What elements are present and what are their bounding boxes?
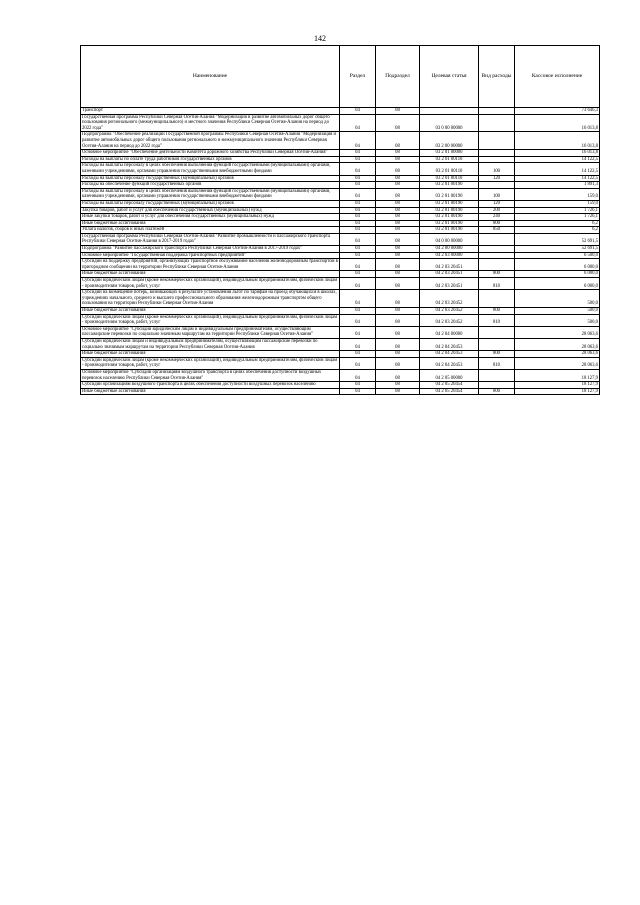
cell-vid — [479, 156, 515, 163]
cell-name: Расходы на выплаты персоналу государственных (муниципальных) органов — [81, 200, 340, 207]
cell-vid — [479, 246, 515, 253]
col-header-ispolnenie: Кассовое исполнение — [515, 46, 600, 108]
cell-name: Субсидии юридическим лицам (кроме некоммерческих организаций), индивидуальным предпринимателям, физическим лицам - производителям товаров, работ, услуг — [81, 278, 340, 290]
cell-razdel: 04 — [340, 351, 376, 358]
cell-vid — [479, 259, 515, 271]
cell-podrazdel: 08 — [376, 200, 420, 207]
cell-vid: 800 — [479, 388, 515, 395]
cell-name: Подпрограмма "Обеспечение реализации Государственной программы Республики Северная Осетия-Алания "Модернизация и развитие автомобильных дорог общего пользования регионального и межмуниципального значения Республики Северная Осетия-Алания на период до 2022 года" — [81, 132, 340, 150]
table-row — [81, 182, 600, 189]
cell-ispolnenie: 16 013,8 — [515, 132, 600, 150]
cell-razdel: 04 — [340, 207, 376, 214]
cell-name: Субсидии юридическим лицам (кроме некоммерческих организаций), индивидуальным предпринимателям, физическим лицам - производителям товаров, работ, услуг — [81, 314, 340, 326]
cell-name: Расходы на выплаты персоналу государственных (муниципальных) органов — [81, 175, 340, 182]
cell-ispolnenie: 1 891,3 — [515, 182, 600, 189]
cell-name: Субсидии юридическим лицам и индивидуальным предпринимателям, осуществляющим пассажирские перевозки по социально значимым маршрутам на территории Республики Северная Осетия-Алания — [81, 338, 340, 350]
cell-celevaya: 03 2 01 00190 — [420, 227, 479, 234]
cell-celevaya: 04 0 00 00000 — [420, 233, 479, 245]
cell-celevaya: 04 2 03 20451 — [420, 278, 479, 290]
cell-vid — [479, 108, 515, 115]
cell-name: Расходы на выплаты персоналу в целях обеспечения выполнения функций государственными (муниципальными) органами, казенными учреждениями, органами управления государственными внебюджетными фондами — [81, 163, 340, 175]
cell-podrazdel: 08 — [376, 150, 420, 157]
cell-ispolnenie: 6,2 — [515, 220, 600, 227]
cell-vid — [479, 132, 515, 150]
table-row — [81, 114, 600, 132]
cell-name: Государственная программа Республики Северная Осетия-Алания "Модернизация и развитие автомобильных дорог общего пользования регионального (межмуниципального) и местного значения Республики Северная Осетия-Алания на период до 2022 года" — [81, 114, 340, 132]
cell-podrazdel: 08 — [376, 214, 420, 221]
cell-razdel: 04 — [340, 290, 376, 308]
cell-name: Иные бюджетные ассигнования — [81, 308, 340, 315]
table-row — [81, 150, 600, 157]
col-header-podrazdel: Подраздел — [376, 46, 420, 108]
cell-razdel: 04 — [340, 308, 376, 315]
cell-celevaya: 03 2 00 00000 — [420, 132, 479, 150]
cell-celevaya: 04 2 04 20453 — [420, 357, 479, 369]
cell-vid — [479, 252, 515, 259]
cell-ispolnenie: 52 691,5 — [515, 233, 600, 245]
cell-ispolnenie: 1 726,1 — [515, 207, 600, 214]
cell-celevaya: 04 2 05 20454 — [420, 382, 479, 389]
cell-podrazdel: 08 — [376, 220, 420, 227]
cell-vid: 800 — [479, 271, 515, 278]
cell-name: Уплата налогов, сборов и иных платежей — [81, 227, 340, 234]
col-header-vid: Вид расходы — [479, 46, 515, 108]
table-row — [81, 382, 600, 389]
cell-ispolnenie: 14 122,5 — [515, 175, 600, 182]
cell-podrazdel: 08 — [376, 259, 420, 271]
cell-name: Иные закупки товаров, работ и услуг для обеспечения государственных (муниципальных) нужд — [81, 214, 340, 221]
table-row — [81, 207, 600, 214]
cell-vid — [479, 114, 515, 132]
cell-razdel: 04 — [340, 150, 376, 157]
cell-ispolnenie: 6 500,0 — [515, 252, 600, 259]
cell-podrazdel: 08 — [376, 338, 420, 350]
cell-celevaya: 04 2 04 20453 — [420, 351, 479, 358]
cell-vid — [479, 233, 515, 245]
cell-vid: 200 — [479, 207, 515, 214]
cell-celevaya: 04 2 04 00000 — [420, 326, 479, 338]
cell-razdel: 04 — [340, 233, 376, 245]
cell-celevaya: 03 2 01 00190 — [420, 214, 479, 221]
cell-celevaya: 03 2 01 00190 — [420, 188, 479, 200]
cell-name: Расходы на обеспечение функций государственных органов — [81, 182, 340, 189]
table-row — [81, 188, 600, 200]
cell-ispolnenie: 28 063,6 — [515, 351, 600, 358]
page-number: 142 — [314, 34, 326, 43]
table-row — [81, 220, 600, 227]
table-row — [81, 252, 600, 259]
col-header-celevaya: Целевая статья — [420, 46, 479, 108]
cell-podrazdel: 08 — [376, 108, 420, 115]
cell-podrazdel: 08 — [376, 278, 420, 290]
table-row — [81, 175, 600, 182]
cell-vid: 800 — [479, 308, 515, 315]
cell-razdel: 04 — [340, 314, 376, 326]
cell-vid: 120 — [479, 200, 515, 207]
cell-name: Закупка товаров, работ и услуг для обеспечения государственных (муниципальных) нужд — [81, 207, 340, 214]
cell-ispolnenie: 14 122,5 — [515, 163, 600, 175]
cell-ispolnenie: 28 063,6 — [515, 338, 600, 350]
cell-razdel: 04 — [340, 338, 376, 350]
col-header-razdel: Раздел — [340, 46, 376, 108]
table-row — [81, 338, 600, 350]
cell-ispolnenie: 6 000,0 — [515, 278, 600, 290]
cell-name: Основное мероприятие "Субсидии организациям воздушного транспорта в целях обеспечения доступности воздушных перевозок населению Республики Северная Осетия-Алания" — [81, 369, 340, 381]
cell-name: Государственная программа Республики Северная Осетия-Алания "Развитие промышленности и пассажирского транспорта Республики Северная Осетия-Алания в 2017-2019 годах" — [81, 233, 340, 245]
table-row — [81, 271, 600, 278]
budget-table — [80, 45, 600, 395]
cell-vid — [479, 369, 515, 381]
cell-razdel: 04 — [340, 246, 376, 253]
cell-celevaya: 04 2 04 20453 — [420, 338, 479, 350]
cell-podrazdel: 08 — [376, 114, 420, 132]
cell-razdel: 04 — [340, 326, 376, 338]
cell-podrazdel: 08 — [376, 308, 420, 315]
table-row — [81, 369, 600, 381]
cell-ispolnenie: 500,0 — [515, 314, 600, 326]
cell-podrazdel: 08 — [376, 175, 420, 182]
cell-razdel: 04 — [340, 227, 376, 234]
cell-celevaya: 03 2 01 00190 — [420, 220, 479, 227]
cell-name: Субсидии на возмещение потерь, возникающих в результате установления льгот по тарифам на проезд обучающихся в школах, учреждениях начального, среднего и высшего профессионального образования железнодорожным транспортом общего пользования на территории Республики Северная Осетия-Алания — [81, 290, 340, 308]
cell-ispolnenie: 6 000,0 — [515, 259, 600, 271]
cell-razdel: 04 — [340, 156, 376, 163]
table-row — [81, 156, 600, 163]
cell-celevaya — [420, 108, 479, 115]
cell-vid: 810 — [479, 357, 515, 369]
cell-vid — [479, 326, 515, 338]
table-row — [81, 308, 600, 315]
cell-vid — [479, 338, 515, 350]
cell-celevaya: 03 2 01 00110 — [420, 156, 479, 163]
table-row — [81, 351, 600, 358]
cell-razdel: 04 — [340, 278, 376, 290]
cell-celevaya: 04 2 00 00000 — [420, 246, 479, 253]
table-row — [81, 246, 600, 253]
cell-celevaya: 03 0 00 00000 — [420, 114, 479, 132]
table-row — [81, 200, 600, 207]
cell-podrazdel: 08 — [376, 207, 420, 214]
cell-celevaya: 04 2 05 20454 — [420, 388, 479, 395]
table-row — [81, 259, 600, 271]
cell-vid: 240 — [479, 214, 515, 221]
cell-name: Иные бюджетные ассигнования — [81, 220, 340, 227]
cell-podrazdel: 08 — [376, 382, 420, 389]
cell-ispolnenie: 6,2 — [515, 227, 600, 234]
cell-vid: 120 — [479, 175, 515, 182]
cell-ispolnenie: 18 127,9 — [515, 382, 600, 389]
cell-celevaya: 04 2 03 20451 — [420, 271, 479, 278]
cell-ispolnenie: 159,0 — [515, 200, 600, 207]
cell-ispolnenie: 500,0 — [515, 290, 600, 308]
cell-ispolnenie: 28 063,6 — [515, 357, 600, 369]
cell-ispolnenie: 73 646,3 — [515, 108, 600, 115]
cell-podrazdel: 08 — [376, 233, 420, 245]
cell-celevaya: 04 2 05 00000 — [420, 369, 479, 381]
cell-ispolnenie: 28 063,6 — [515, 326, 600, 338]
cell-ispolnenie: 16 013,8 — [515, 114, 600, 132]
cell-vid — [479, 150, 515, 157]
cell-name: Субсидии организациям воздушного транспорта в целях обеспечения доступности воздушных перевозок населению — [81, 382, 340, 389]
cell-podrazdel: 08 — [376, 132, 420, 150]
cell-razdel: 04 — [340, 369, 376, 381]
cell-razdel: 04 — [340, 214, 376, 221]
cell-ispolnenie: 16 013,8 — [515, 150, 600, 157]
col-header-name: Наименование — [81, 46, 340, 108]
cell-podrazdel: 08 — [376, 246, 420, 253]
cell-razdel: 04 — [340, 259, 376, 271]
cell-name: Транспорт — [81, 108, 340, 115]
cell-podrazdel: 08 — [376, 357, 420, 369]
cell-vid: 810 — [479, 278, 515, 290]
cell-ispolnenie: 159,0 — [515, 188, 600, 200]
cell-razdel: 04 — [340, 200, 376, 207]
cell-celevaya: 03 2 01 00190 — [420, 207, 479, 214]
cell-vid: 850 — [479, 227, 515, 234]
cell-name: Основное мероприятие "Субсидии юридическим лицам и индивидуальным предпринимателям, осуществляющим пассажирские перевозки по социально значимым маршрутам на территории Республики Северная Осетия-Алания" — [81, 326, 340, 338]
cell-ispolnenie: 500,0 — [515, 308, 600, 315]
cell-name: Основное мероприятие "Государственная поддержка транспортных предприятий" — [81, 252, 340, 259]
cell-ispolnenie: 14 122,5 — [515, 156, 600, 163]
table-row — [81, 388, 600, 395]
cell-name: Субсидии на поддержку предприятий, организующих транспортное обслуживание населения железнодорожным транспортом в пригородном сообщении на территории Республики Северная Осетия-Алания — [82, 259, 338, 270]
cell-vid: 800 — [479, 351, 515, 358]
cell-razdel: 04 — [340, 132, 376, 150]
cell-celevaya: 04 2 03 20451 — [420, 259, 479, 271]
table-row — [81, 233, 600, 245]
cell-razdel: 04 — [340, 108, 376, 115]
cell-celevaya: 04 2 03 20452 — [420, 314, 479, 326]
cell-celevaya: 03 2 01 00190 — [420, 182, 479, 189]
cell-vid: 100 — [479, 163, 515, 175]
cell-razdel: 04 — [340, 114, 376, 132]
cell-vid — [479, 290, 515, 308]
cell-razdel: 04 — [340, 382, 376, 389]
cell-podrazdel: 08 — [376, 351, 420, 358]
cell-razdel: 04 — [340, 182, 376, 189]
table-row — [81, 326, 600, 338]
cell-vid: 800 — [479, 220, 515, 227]
cell-name: Основное мероприятие "Обеспечение деятельности Комитета дорожного хозяйства Республики Северная Осетия-Алания" — [81, 150, 340, 157]
header-row — [81, 46, 600, 108]
cell-celevaya: 04 2 03 20452 — [420, 290, 479, 308]
cell-podrazdel: 08 — [376, 156, 420, 163]
cell-celevaya: 04 2 03 00000 — [420, 252, 479, 259]
cell-name: Иные бюджетные ассигнования — [81, 351, 340, 358]
cell-podrazdel: 08 — [376, 163, 420, 175]
cell-podrazdel: 08 — [376, 290, 420, 308]
cell-podrazdel: 08 — [376, 388, 420, 395]
table-row — [81, 290, 600, 308]
cell-celevaya: 03 2 01 00190 — [420, 200, 479, 207]
cell-celevaya: 03 2 01 00110 — [420, 175, 479, 182]
cell-vid: 810 — [479, 314, 515, 326]
cell-name: Подпрограмма "Развитие пассажирского транспорта Республики Северная Осетия-Алания в 2017-2019 годах" — [81, 246, 340, 253]
cell-podrazdel: 08 — [376, 326, 420, 338]
cell-razdel: 04 — [340, 175, 376, 182]
cell-name: Расходы на выплаты по оплате труда работников государственных органов — [81, 156, 340, 163]
cell-podrazdel: 08 — [376, 271, 420, 278]
cell-razdel: 04 — [340, 163, 376, 175]
cell-celevaya: 03 2 01 00110 — [420, 163, 479, 175]
cell-podrazdel: 08 — [376, 252, 420, 259]
cell-razdel: 04 — [340, 357, 376, 369]
table-row — [81, 357, 600, 369]
cell-razdel: 04 — [340, 388, 376, 395]
table-row — [81, 278, 600, 290]
cell-celevaya: 04 2 03 20452 — [420, 308, 479, 315]
cell-podrazdel: 08 — [376, 369, 420, 381]
cell-razdel: 04 — [340, 271, 376, 278]
cell-vid: 100 — [479, 188, 515, 200]
table-row — [81, 163, 600, 175]
cell-ispolnenie: 1 726,1 — [515, 214, 600, 221]
cell-razdel: 04 — [340, 252, 376, 259]
cell-ispolnenie: 6 000,0 — [515, 271, 600, 278]
cell-razdel: 04 — [340, 220, 376, 227]
cell-ispolnenie: 52 691,5 — [515, 246, 600, 253]
cell-name: Иные бюджетные ассигнования — [81, 271, 340, 278]
cell-razdel: 04 — [340, 188, 376, 200]
table-row — [81, 132, 600, 150]
table-row — [81, 227, 600, 234]
cell-name: Иные бюджетные ассигнования — [81, 388, 340, 395]
table-row — [81, 314, 600, 326]
cell-podrazdel: 08 — [376, 227, 420, 234]
cell-celevaya: 03 2 01 00000 — [420, 150, 479, 157]
table-row — [81, 214, 600, 221]
cell-vid — [479, 382, 515, 389]
cell-name: Расходы на выплаты персоналу в целях обеспечения выполнения функций государственными (муниципальными) органами, казенными учреждениями, органами управления государственными внебюджетными фондами — [81, 188, 340, 200]
cell-name: Субсидии юридическим лицам (кроме некоммерческих организаций), индивидуальным предпринимателям, физическим лицам - производителям товаров, работ, услуг — [81, 357, 340, 369]
cell-ispolnenie: 18 127,9 — [515, 369, 600, 381]
cell-vid — [479, 182, 515, 189]
table-row — [81, 108, 600, 115]
cell-podrazdel: 08 — [376, 188, 420, 200]
cell-ispolnenie: 18 127,9 — [515, 388, 600, 395]
cell-podrazdel: 08 — [376, 182, 420, 189]
cell-podrazdel: 08 — [376, 314, 420, 326]
